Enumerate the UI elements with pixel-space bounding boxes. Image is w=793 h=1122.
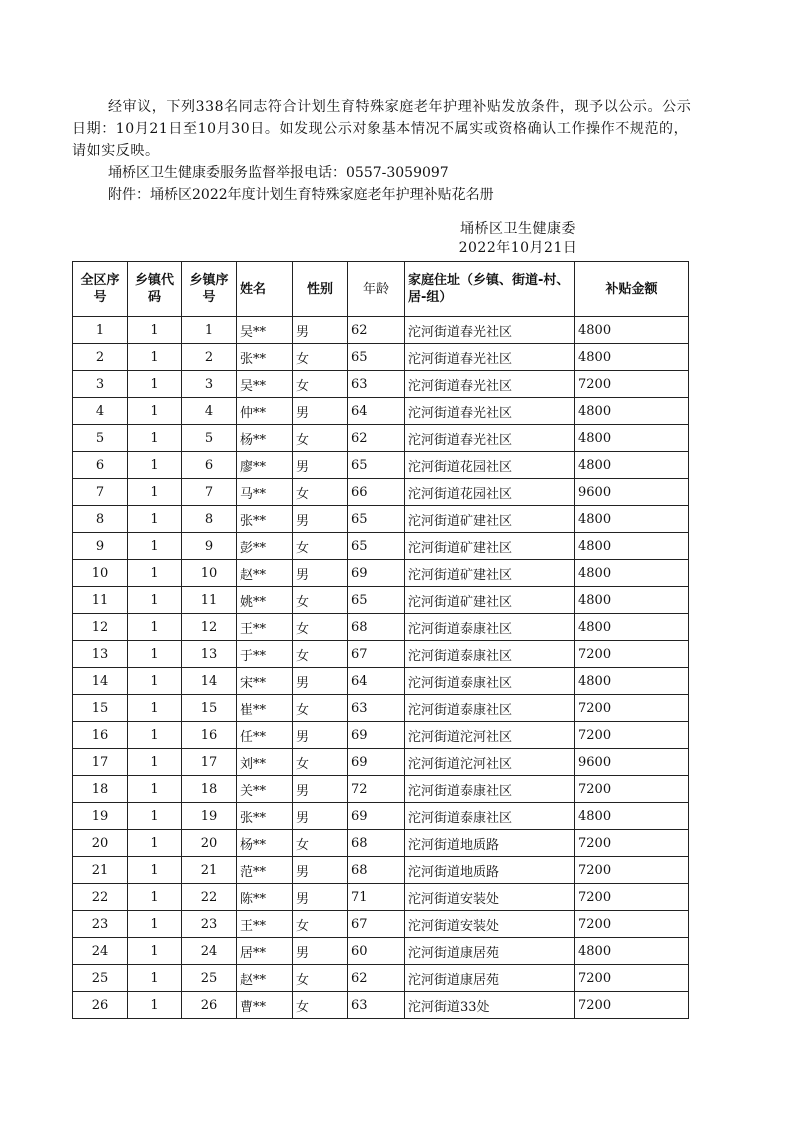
cell-district-no: 1 [73, 317, 128, 344]
cell-district-no: 23 [73, 911, 128, 938]
cell-address: 沱河街道春光社区 [405, 398, 575, 425]
cell-age: 71 [348, 884, 405, 911]
cell-age: 63 [348, 371, 405, 398]
header-address: 家庭住址（乡镇、街道-村、居-组） [405, 262, 575, 317]
table-row [73, 884, 689, 911]
cell-amount: 7200 [575, 641, 689, 668]
cell-amount: 7200 [575, 695, 689, 722]
cell-town-no: 17 [182, 749, 237, 776]
cell-amount: 7200 [575, 992, 689, 1019]
cell-town-no: 18 [182, 776, 237, 803]
cell-name: 吴** [237, 317, 293, 344]
signature-org: 埇桥区卫生健康委 [460, 221, 576, 237]
table-row [73, 371, 689, 398]
table-row [73, 776, 689, 803]
cell-district-no: 11 [73, 587, 128, 614]
cell-gender: 男 [293, 452, 348, 479]
cell-amount: 4800 [575, 938, 689, 965]
cell-town-no: 12 [182, 614, 237, 641]
cell-town-code: 1 [128, 398, 182, 425]
cell-district-no: 5 [73, 425, 128, 452]
cell-gender: 女 [293, 587, 348, 614]
cell-town-code: 1 [128, 965, 182, 992]
cell-name: 刘** [237, 749, 293, 776]
cell-gender: 女 [293, 830, 348, 857]
cell-gender: 女 [293, 749, 348, 776]
cell-gender: 女 [293, 533, 348, 560]
table-row [73, 479, 689, 506]
cell-town-no: 10 [182, 560, 237, 587]
public-notice [72, 96, 702, 206]
cell-gender: 男 [293, 506, 348, 533]
cell-name: 任** [237, 722, 293, 749]
cell-name: 张** [237, 344, 293, 371]
cell-district-no: 16 [73, 722, 128, 749]
cell-gender: 男 [293, 857, 348, 884]
cell-town-code: 1 [128, 830, 182, 857]
table-header-row [73, 262, 689, 317]
cell-town-no: 24 [182, 938, 237, 965]
cell-name: 彭** [237, 533, 293, 560]
table-row [73, 425, 689, 452]
cell-district-no: 26 [73, 992, 128, 1019]
cell-town-code: 1 [128, 371, 182, 398]
cell-name: 杨** [237, 425, 293, 452]
cell-gender: 女 [293, 371, 348, 398]
cell-name: 于** [237, 641, 293, 668]
header-gender: 性别 [293, 262, 348, 317]
cell-district-no: 22 [73, 884, 128, 911]
cell-age: 65 [348, 533, 405, 560]
cell-name: 范** [237, 857, 293, 884]
cell-name: 宋** [237, 668, 293, 695]
cell-amount: 9600 [575, 479, 689, 506]
cell-amount: 4800 [575, 398, 689, 425]
table-row [73, 587, 689, 614]
cell-town-code: 1 [128, 344, 182, 371]
cell-address: 沱河街道矿建社区 [405, 533, 575, 560]
cell-town-no: 19 [182, 803, 237, 830]
cell-gender: 男 [293, 398, 348, 425]
cell-name: 关** [237, 776, 293, 803]
cell-address: 沱河街道矿建社区 [405, 560, 575, 587]
cell-district-no: 7 [73, 479, 128, 506]
cell-town-no: 22 [182, 884, 237, 911]
cell-gender: 女 [293, 992, 348, 1019]
table-row [73, 317, 689, 344]
cell-town-no: 25 [182, 965, 237, 992]
cell-district-no: 19 [73, 803, 128, 830]
cell-amount: 7200 [575, 722, 689, 749]
cell-district-no: 24 [73, 938, 128, 965]
cell-town-code: 1 [128, 884, 182, 911]
cell-name: 张** [237, 506, 293, 533]
cell-town-no: 20 [182, 830, 237, 857]
header-district-no: 全区序号 [73, 262, 128, 317]
cell-name: 居** [237, 938, 293, 965]
cell-district-no: 4 [73, 398, 128, 425]
cell-amount: 4800 [575, 668, 689, 695]
cell-amount: 7200 [575, 884, 689, 911]
cell-town-code: 1 [128, 506, 182, 533]
table-row [73, 641, 689, 668]
cell-age: 68 [348, 614, 405, 641]
cell-gender: 女 [293, 479, 348, 506]
cell-town-no: 7 [182, 479, 237, 506]
cell-age: 65 [348, 344, 405, 371]
cell-age: 67 [348, 641, 405, 668]
cell-amount: 4800 [575, 506, 689, 533]
cell-gender: 女 [293, 425, 348, 452]
cell-district-no: 13 [73, 641, 128, 668]
cell-age: 62 [348, 425, 405, 452]
cell-name: 曹** [237, 992, 293, 1019]
cell-amount: 4800 [575, 533, 689, 560]
cell-amount: 4800 [575, 344, 689, 371]
cell-gender: 女 [293, 965, 348, 992]
cell-name: 王** [237, 911, 293, 938]
table-row [73, 992, 689, 1019]
cell-address: 沱河街道矿建社区 [405, 506, 575, 533]
cell-town-code: 1 [128, 803, 182, 830]
cell-age: 68 [348, 857, 405, 884]
cell-age: 68 [348, 830, 405, 857]
table-row [73, 938, 689, 965]
cell-address: 沱河街道安装处 [405, 911, 575, 938]
cell-gender: 男 [293, 803, 348, 830]
cell-town-no: 9 [182, 533, 237, 560]
cell-age: 69 [348, 803, 405, 830]
cell-town-code: 1 [128, 722, 182, 749]
cell-name: 姚** [237, 587, 293, 614]
cell-name: 杨** [237, 830, 293, 857]
cell-amount: 4800 [575, 452, 689, 479]
cell-address: 沱河街道泰康社区 [405, 803, 575, 830]
cell-district-no: 2 [73, 344, 128, 371]
cell-address: 沱河街道花园社区 [405, 479, 575, 506]
cell-gender: 女 [293, 641, 348, 668]
header-age: 年龄 [348, 262, 405, 317]
cell-name: 崔** [237, 695, 293, 722]
cell-town-no: 11 [182, 587, 237, 614]
cell-district-no: 17 [73, 749, 128, 776]
table-row [73, 668, 689, 695]
cell-amount: 7200 [575, 857, 689, 884]
cell-gender: 男 [293, 776, 348, 803]
table-row [73, 749, 689, 776]
cell-gender: 男 [293, 722, 348, 749]
cell-address: 沱河街道泰康社区 [405, 641, 575, 668]
cell-age: 60 [348, 938, 405, 965]
cell-town-no: 16 [182, 722, 237, 749]
cell-name: 仲** [237, 398, 293, 425]
table-row [73, 533, 689, 560]
cell-gender: 男 [293, 560, 348, 587]
cell-age: 62 [348, 965, 405, 992]
cell-town-code: 1 [128, 992, 182, 1019]
cell-name: 赵** [237, 560, 293, 587]
table-row [73, 830, 689, 857]
cell-name: 廖** [237, 452, 293, 479]
table-row [73, 803, 689, 830]
cell-age: 63 [348, 695, 405, 722]
cell-district-no: 8 [73, 506, 128, 533]
cell-town-code: 1 [128, 695, 182, 722]
cell-gender: 男 [293, 668, 348, 695]
cell-age: 66 [348, 479, 405, 506]
cell-amount: 4800 [575, 425, 689, 452]
table-row [73, 452, 689, 479]
table-row [73, 398, 689, 425]
cell-address: 沱河街道春光社区 [405, 317, 575, 344]
cell-district-no: 20 [73, 830, 128, 857]
cell-name: 马** [237, 479, 293, 506]
cell-town-code: 1 [128, 614, 182, 641]
notice-hotline: 埇桥区卫生健康委服务监督举报电话：0557-3059097 [108, 165, 449, 181]
table-row [73, 344, 689, 371]
cell-address: 沱河街道花园社区 [405, 452, 575, 479]
cell-gender: 女 [293, 344, 348, 371]
cell-gender: 男 [293, 317, 348, 344]
cell-town-code: 1 [128, 857, 182, 884]
table-row [73, 722, 689, 749]
cell-town-no: 21 [182, 857, 237, 884]
cell-town-no: 15 [182, 695, 237, 722]
cell-age: 65 [348, 506, 405, 533]
cell-town-code: 1 [128, 533, 182, 560]
cell-town-no: 5 [182, 425, 237, 452]
cell-town-code: 1 [128, 479, 182, 506]
cell-district-no: 25 [73, 965, 128, 992]
cell-amount: 7200 [575, 371, 689, 398]
cell-address: 沱河街道地质路 [405, 857, 575, 884]
table-body [73, 317, 689, 1019]
cell-town-no: 4 [182, 398, 237, 425]
header-name: 姓名 [237, 262, 293, 317]
cell-address: 沱河街道沱河社区 [405, 749, 575, 776]
table-row [73, 695, 689, 722]
header-amount: 补贴金额 [575, 262, 689, 317]
cell-name: 王** [237, 614, 293, 641]
table-row [73, 560, 689, 587]
cell-district-no: 15 [73, 695, 128, 722]
cell-age: 64 [348, 668, 405, 695]
cell-district-no: 3 [73, 371, 128, 398]
notice-paragraph: 经审议，下列338名同志符合计划生育特殊家庭老年护理补贴发放条件，现予以公示。公示日期：10月21日至10月30日。如发现公示对象基本情况不属实或资格确认工作操作不规范的，请如实反映。 [72, 99, 692, 159]
cell-address: 沱河街道33处 [405, 992, 575, 1019]
cell-address: 沱河街道矿建社区 [405, 587, 575, 614]
cell-address: 沱河街道地质路 [405, 830, 575, 857]
cell-gender: 女 [293, 614, 348, 641]
cell-district-no: 18 [73, 776, 128, 803]
cell-amount: 7200 [575, 911, 689, 938]
table-row [73, 506, 689, 533]
cell-address: 沱河街道泰康社区 [405, 695, 575, 722]
cell-age: 72 [348, 776, 405, 803]
table-row [73, 857, 689, 884]
cell-amount: 7200 [575, 965, 689, 992]
cell-name: 赵** [237, 965, 293, 992]
cell-address: 沱河街道春光社区 [405, 371, 575, 398]
cell-district-no: 12 [73, 614, 128, 641]
header-town-no: 乡镇序号 [182, 262, 237, 317]
cell-age: 62 [348, 317, 405, 344]
cell-gender: 女 [293, 911, 348, 938]
cell-name: 陈** [237, 884, 293, 911]
cell-name: 张** [237, 803, 293, 830]
notice-attachment: 附件：埇桥区2022年度计划生育特殊家庭老年护理补贴花名册 [108, 187, 494, 203]
cell-town-no: 14 [182, 668, 237, 695]
cell-town-code: 1 [128, 938, 182, 965]
cell-age: 65 [348, 587, 405, 614]
cell-district-no: 9 [73, 533, 128, 560]
cell-town-no: 26 [182, 992, 237, 1019]
cell-amount: 4800 [575, 587, 689, 614]
cell-town-code: 1 [128, 776, 182, 803]
cell-address: 沱河街道泰康社区 [405, 776, 575, 803]
cell-age: 63 [348, 992, 405, 1019]
cell-town-code: 1 [128, 587, 182, 614]
cell-district-no: 6 [73, 452, 128, 479]
cell-town-no: 23 [182, 911, 237, 938]
cell-age: 64 [348, 398, 405, 425]
cell-town-no: 8 [182, 506, 237, 533]
cell-gender: 女 [293, 695, 348, 722]
header-town-code: 乡镇代码 [128, 262, 182, 317]
cell-amount: 4800 [575, 317, 689, 344]
cell-town-no: 2 [182, 344, 237, 371]
cell-address: 沱河街道春光社区 [405, 344, 575, 371]
cell-town-code: 1 [128, 560, 182, 587]
cell-district-no: 21 [73, 857, 128, 884]
cell-age: 69 [348, 722, 405, 749]
cell-amount: 7200 [575, 830, 689, 857]
signature-date: 2022年10月21日 [458, 240, 578, 256]
cell-district-no: 14 [73, 668, 128, 695]
cell-town-no: 6 [182, 452, 237, 479]
subsidy-roster-table [72, 261, 689, 1019]
cell-town-code: 1 [128, 911, 182, 938]
signature-block [448, 220, 588, 258]
cell-gender: 男 [293, 884, 348, 911]
cell-amount: 4800 [575, 560, 689, 587]
cell-age: 69 [348, 749, 405, 776]
cell-amount: 4800 [575, 803, 689, 830]
cell-address: 沱河街道康居苑 [405, 938, 575, 965]
cell-town-code: 1 [128, 317, 182, 344]
table-row [73, 965, 689, 992]
cell-gender: 男 [293, 938, 348, 965]
cell-age: 67 [348, 911, 405, 938]
cell-amount: 9600 [575, 749, 689, 776]
table-row [73, 911, 689, 938]
cell-town-code: 1 [128, 749, 182, 776]
cell-address: 沱河街道安装处 [405, 884, 575, 911]
cell-amount: 4800 [575, 614, 689, 641]
table-row [73, 614, 689, 641]
cell-address: 沱河街道泰康社区 [405, 614, 575, 641]
cell-town-no: 3 [182, 371, 237, 398]
cell-town-no: 1 [182, 317, 237, 344]
cell-town-no: 13 [182, 641, 237, 668]
cell-district-no: 10 [73, 560, 128, 587]
cell-town-code: 1 [128, 641, 182, 668]
cell-town-code: 1 [128, 668, 182, 695]
cell-age: 65 [348, 452, 405, 479]
cell-town-code: 1 [128, 452, 182, 479]
cell-age: 69 [348, 560, 405, 587]
cell-address: 沱河街道春光社区 [405, 425, 575, 452]
cell-town-code: 1 [128, 425, 182, 452]
cell-amount: 7200 [575, 776, 689, 803]
cell-name: 吴** [237, 371, 293, 398]
cell-address: 沱河街道康居苑 [405, 965, 575, 992]
cell-address: 沱河街道泰康社区 [405, 668, 575, 695]
cell-address: 沱河街道沱河社区 [405, 722, 575, 749]
